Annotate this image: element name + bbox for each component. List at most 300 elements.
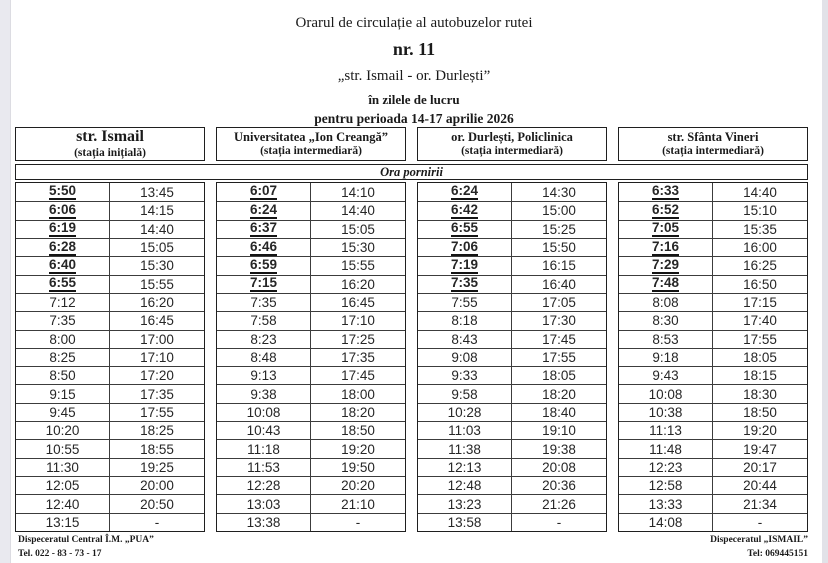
time-cell — [110, 349, 204, 366]
time-cell — [311, 331, 405, 348]
time-value: 14:40 — [341, 203, 375, 219]
time-value: 17:45 — [542, 331, 576, 347]
time-cell — [16, 459, 110, 476]
time-cell — [16, 477, 110, 494]
time-cell — [619, 221, 713, 238]
schedule-row — [217, 348, 405, 366]
time-value: 20:20 — [341, 478, 375, 494]
time-value: 12:40 — [45, 496, 80, 512]
time-value: 17:55 — [743, 331, 777, 347]
time-value: 6:59 — [250, 258, 277, 274]
time-value: 9:43 — [652, 368, 679, 384]
time-cell — [311, 202, 405, 219]
time-cell — [418, 459, 512, 476]
time-value: 7:05 — [652, 221, 679, 237]
time-cell — [713, 276, 807, 293]
time-value: 18:30 — [743, 386, 777, 402]
footer — [0, 533, 828, 562]
time-value: 15:10 — [743, 203, 777, 219]
schedule-row — [16, 366, 204, 384]
time-cell — [16, 385, 110, 402]
time-value: 16:00 — [743, 240, 777, 256]
time-cell — [418, 440, 512, 457]
schedule-days: în zilele de lucru — [368, 92, 460, 107]
station-header-row — [15, 127, 808, 161]
time-cell — [110, 221, 204, 238]
time-cell — [311, 294, 405, 311]
time-cell — [16, 440, 110, 457]
time-value: 11:30 — [46, 459, 79, 475]
time-value: 15:30 — [140, 258, 174, 274]
time-cell — [512, 202, 606, 219]
schedule-row — [16, 458, 204, 476]
time-cell — [418, 385, 512, 402]
time-cell — [713, 514, 807, 531]
schedule-row — [217, 275, 405, 293]
time-value: 17:40 — [743, 313, 777, 329]
schedule-row — [16, 275, 204, 293]
time-value: 8:53 — [652, 331, 679, 347]
time-cell — [110, 294, 204, 311]
schedule-row — [619, 256, 807, 274]
time-value: 7:12 — [49, 295, 76, 311]
schedule-row — [418, 458, 606, 476]
schedule-row — [418, 476, 606, 494]
time-cell — [311, 422, 405, 439]
time-value: 12:58 — [648, 478, 683, 494]
time-cell — [418, 312, 512, 329]
schedule-group-sfanta-vineri — [618, 182, 808, 532]
schedule-row — [619, 201, 807, 219]
time-value: 20:17 — [743, 459, 777, 475]
time-value: 19:47 — [743, 441, 777, 457]
time-cell — [110, 404, 204, 421]
time-value: 19:10 — [542, 423, 576, 439]
time-value: 11:13 — [649, 423, 682, 439]
time-cell — [418, 257, 512, 274]
time-cell — [110, 495, 204, 512]
dispatcher-central-name: Dispeceratul Central Î.M. „PUA” — [18, 535, 154, 545]
time-cell — [311, 239, 405, 256]
time-cell — [16, 183, 110, 201]
schedule-row — [16, 220, 204, 238]
time-value: 9:33 — [451, 368, 478, 384]
time-cell — [311, 440, 405, 457]
time-cell — [16, 422, 110, 439]
schedule-row — [217, 403, 405, 421]
time-value: 11:38 — [448, 441, 481, 457]
time-value: 7:35 — [49, 313, 76, 329]
time-cell — [311, 312, 405, 329]
station-header-durlesti — [417, 127, 607, 161]
time-cell — [311, 385, 405, 402]
time-value: 7:48 — [652, 276, 679, 292]
time-value: 6:42 — [451, 203, 478, 219]
route-number: nr. 11 — [392, 39, 436, 59]
time-cell — [512, 367, 606, 384]
time-value: 14:08 — [648, 514, 683, 530]
time-value: 16:45 — [140, 313, 174, 329]
time-value: 16:20 — [341, 276, 375, 292]
time-cell — [16, 257, 110, 274]
schedule-table — [15, 127, 808, 532]
dispatcher-central-phone: Tel. 022 - 83 - 73 - 17 — [18, 549, 102, 560]
dispatcher-ismail-name: Dispeceratul „ISMAIL” — [710, 535, 808, 545]
time-cell — [418, 404, 512, 421]
time-cell — [512, 257, 606, 274]
schedule-row — [16, 311, 204, 329]
time-cell — [110, 331, 204, 348]
time-cell — [619, 514, 713, 531]
time-value: 12:05 — [45, 478, 80, 494]
time-cell — [110, 440, 204, 457]
station-name: str. Ismail — [76, 128, 144, 146]
time-value: 6:07 — [250, 184, 277, 200]
schedule-row — [16, 330, 204, 348]
time-cell — [217, 514, 311, 531]
time-cell — [418, 495, 512, 512]
schedule-row — [217, 439, 405, 457]
time-cell — [110, 183, 204, 201]
time-value: 9:13 — [250, 368, 277, 384]
time-cell — [512, 331, 606, 348]
departure-time-label: Ora pornirii — [15, 164, 808, 180]
time-cell — [110, 239, 204, 256]
time-cell — [619, 440, 713, 457]
time-cell — [217, 422, 311, 439]
schedule-row — [217, 513, 405, 531]
time-cell — [311, 276, 405, 293]
time-cell — [217, 294, 311, 311]
schedule-row — [619, 403, 807, 421]
time-cell — [713, 257, 807, 274]
time-value: 13:33 — [648, 496, 683, 512]
time-cell — [512, 404, 606, 421]
time-cell — [217, 495, 311, 512]
time-value: 18:20 — [542, 386, 576, 402]
time-value: 7:29 — [652, 258, 679, 274]
time-cell — [217, 221, 311, 238]
time-cell — [217, 367, 311, 384]
schedule-row — [619, 421, 807, 439]
time-cell — [110, 202, 204, 219]
time-cell — [512, 276, 606, 293]
time-cell — [418, 477, 512, 494]
time-value: 18:15 — [743, 368, 777, 384]
schedule-row — [418, 494, 606, 512]
time-value: 6:52 — [652, 203, 679, 219]
time-value: 7:06 — [451, 240, 478, 256]
time-value: 20:36 — [542, 478, 576, 494]
time-value: 15:05 — [140, 240, 174, 256]
schedule-grid — [15, 182, 808, 532]
time-value: 10:38 — [648, 404, 683, 420]
time-cell — [713, 202, 807, 219]
station-header-ismail — [15, 127, 205, 161]
schedule-row — [217, 458, 405, 476]
time-cell — [311, 495, 405, 512]
time-value: 13:15 — [45, 514, 80, 530]
time-value: 16:40 — [542, 276, 576, 292]
time-value: 17:35 — [341, 349, 375, 365]
document-title: Orarul de circulație al autobuzelor rutei — [295, 15, 533, 31]
time-cell — [217, 349, 311, 366]
schedule-row — [217, 238, 405, 256]
time-value: 14:40 — [140, 221, 174, 237]
time-value: 13:03 — [246, 496, 281, 512]
time-cell — [217, 239, 311, 256]
time-value: 18:00 — [341, 386, 375, 402]
schedule-row — [16, 384, 204, 402]
time-cell — [619, 495, 713, 512]
time-value: 8:50 — [49, 368, 76, 384]
time-value: 7:16 — [652, 240, 679, 256]
time-cell — [713, 294, 807, 311]
time-value: 18:25 — [140, 423, 174, 439]
time-value: 7:19 — [451, 258, 478, 274]
time-cell — [16, 202, 110, 219]
schedule-row — [418, 220, 606, 238]
schedule-row — [16, 348, 204, 366]
time-value: 13:58 — [447, 514, 482, 530]
time-cell — [110, 422, 204, 439]
time-value: 6:06 — [49, 203, 76, 219]
time-cell — [512, 221, 606, 238]
time-value: - — [757, 514, 763, 530]
time-value: 6:24 — [451, 184, 478, 200]
time-value: 11:53 — [247, 459, 280, 475]
time-value: 17:20 — [140, 368, 174, 384]
time-value: 17:45 — [341, 368, 375, 384]
schedule-row — [418, 311, 606, 329]
time-value: 20:50 — [140, 496, 174, 512]
time-cell — [16, 404, 110, 421]
time-cell — [713, 440, 807, 457]
time-cell — [713, 312, 807, 329]
schedule-row — [418, 403, 606, 421]
scan-edge-left — [0, 0, 11, 563]
schedule-row — [217, 220, 405, 238]
time-cell — [512, 477, 606, 494]
time-value: 15:25 — [542, 221, 576, 237]
time-cell — [110, 477, 204, 494]
time-value: 17:35 — [140, 386, 174, 402]
time-cell — [418, 367, 512, 384]
time-cell — [311, 459, 405, 476]
schedule-row — [16, 201, 204, 219]
time-cell — [619, 404, 713, 421]
time-value: 18:20 — [341, 404, 375, 420]
time-cell — [217, 385, 311, 402]
time-cell — [418, 294, 512, 311]
schedule-row — [418, 201, 606, 219]
time-value: 20:00 — [140, 478, 174, 494]
time-value: 8:00 — [49, 331, 76, 347]
time-cell — [619, 477, 713, 494]
schedule-row — [619, 293, 807, 311]
station-name: or. Durlești, Policlinica — [451, 130, 573, 145]
time-value: 20:08 — [542, 459, 576, 475]
time-value: 16:20 — [140, 295, 174, 311]
schedule-row — [619, 513, 807, 531]
time-cell — [311, 367, 405, 384]
time-cell — [217, 312, 311, 329]
time-value: 6:33 — [652, 184, 679, 200]
time-cell — [713, 422, 807, 439]
time-cell — [16, 495, 110, 512]
time-cell — [418, 221, 512, 238]
time-cell — [713, 349, 807, 366]
time-value: 7:15 — [250, 276, 277, 292]
time-value: 11:18 — [247, 441, 280, 457]
time-value: 14:30 — [542, 184, 576, 200]
time-value: 12:13 — [447, 459, 482, 475]
time-cell — [110, 514, 204, 531]
time-value: - — [154, 514, 160, 530]
time-value: 8:23 — [250, 331, 277, 347]
time-cell — [418, 331, 512, 348]
time-value: - — [556, 514, 562, 530]
schedule-row — [217, 494, 405, 512]
time-cell — [512, 349, 606, 366]
schedule-row — [16, 513, 204, 531]
schedule-group-ismail — [15, 182, 205, 532]
time-value: 12:23 — [648, 459, 683, 475]
time-cell — [713, 239, 807, 256]
time-cell — [619, 367, 713, 384]
time-value: 6:24 — [250, 203, 277, 219]
schedule-row — [217, 256, 405, 274]
time-cell — [418, 514, 512, 531]
time-value: 17:15 — [743, 295, 777, 311]
title-block — [0, 0, 828, 126]
time-cell — [16, 367, 110, 384]
time-value: 10:55 — [45, 441, 80, 457]
time-cell — [512, 183, 606, 201]
time-value: 11:03 — [448, 423, 481, 439]
time-value: 16:50 — [743, 276, 777, 292]
time-cell — [619, 385, 713, 402]
schedule-row — [619, 238, 807, 256]
schedule-row — [16, 403, 204, 421]
time-cell — [619, 331, 713, 348]
schedule-row — [16, 256, 204, 274]
time-value: 6:37 — [250, 221, 277, 237]
schedule-row — [619, 311, 807, 329]
time-value: 13:45 — [140, 184, 174, 200]
time-value: 18:50 — [341, 423, 375, 439]
time-value: 14:10 — [341, 184, 375, 200]
station-header-creanga — [216, 127, 406, 161]
time-cell — [512, 385, 606, 402]
time-cell — [512, 440, 606, 457]
schedule-row — [418, 348, 606, 366]
time-cell — [619, 183, 713, 201]
schedule-row — [418, 384, 606, 402]
time-value: 21:26 — [542, 496, 576, 512]
time-cell — [16, 312, 110, 329]
time-value: 21:34 — [743, 496, 777, 512]
time-cell — [713, 404, 807, 421]
schedule-row — [418, 293, 606, 311]
time-cell — [418, 422, 512, 439]
scan-edge-right — [822, 0, 828, 563]
time-cell — [418, 276, 512, 293]
station-name: str. Sfânta Vineri — [667, 130, 759, 145]
time-value: 17:10 — [341, 313, 375, 329]
schedule-row — [217, 421, 405, 439]
time-value: 12:48 — [447, 478, 482, 494]
time-cell — [217, 331, 311, 348]
time-value: 8:25 — [49, 349, 76, 365]
schedule-row — [217, 384, 405, 402]
time-value: 7:35 — [250, 295, 277, 311]
time-value: 6:19 — [49, 221, 76, 237]
time-cell — [110, 385, 204, 402]
time-cell — [217, 276, 311, 293]
schedule-row — [217, 201, 405, 219]
schedule-row — [16, 476, 204, 494]
schedule-row — [418, 183, 606, 201]
schedule-row — [619, 366, 807, 384]
time-cell — [512, 239, 606, 256]
schedule-row — [418, 275, 606, 293]
time-cell — [110, 257, 204, 274]
time-value: 18:40 — [542, 404, 576, 420]
time-value: 17:00 — [140, 331, 174, 347]
schedule-group-creanga — [216, 182, 406, 532]
time-value: 9:45 — [49, 404, 76, 420]
time-value: 19:50 — [341, 459, 375, 475]
time-value: 6:55 — [49, 276, 76, 292]
schedule-row — [619, 183, 807, 201]
schedule-row — [418, 439, 606, 457]
time-value: 17:05 — [542, 295, 576, 311]
time-cell — [512, 294, 606, 311]
schedule-row — [16, 439, 204, 457]
time-cell — [713, 367, 807, 384]
time-value: 6:28 — [49, 240, 76, 256]
station-type: (stația intermediară) — [461, 144, 563, 157]
time-cell — [713, 183, 807, 201]
station-name: Universitatea „Ion Creangă” — [234, 130, 388, 145]
time-value: 12:28 — [246, 478, 281, 494]
time-value: 6:55 — [451, 221, 478, 237]
time-value: 15:35 — [743, 221, 777, 237]
time-value: 10:28 — [447, 404, 482, 420]
time-value: 15:50 — [542, 240, 576, 256]
time-cell — [311, 257, 405, 274]
time-value: 10:08 — [648, 386, 683, 402]
time-value: 15:00 — [542, 203, 576, 219]
time-cell — [713, 495, 807, 512]
time-value: 15:05 — [341, 221, 375, 237]
schedule-row — [619, 384, 807, 402]
time-cell — [512, 514, 606, 531]
schedule-row — [619, 458, 807, 476]
time-value: 15:55 — [140, 276, 174, 292]
time-cell — [619, 312, 713, 329]
schedule-row — [619, 330, 807, 348]
time-cell — [217, 257, 311, 274]
time-value: 18:55 — [140, 441, 174, 457]
schedule-row — [217, 330, 405, 348]
time-value: 9:38 — [250, 386, 277, 402]
time-cell — [110, 459, 204, 476]
schedule-row — [418, 366, 606, 384]
time-cell — [16, 221, 110, 238]
time-cell — [311, 221, 405, 238]
